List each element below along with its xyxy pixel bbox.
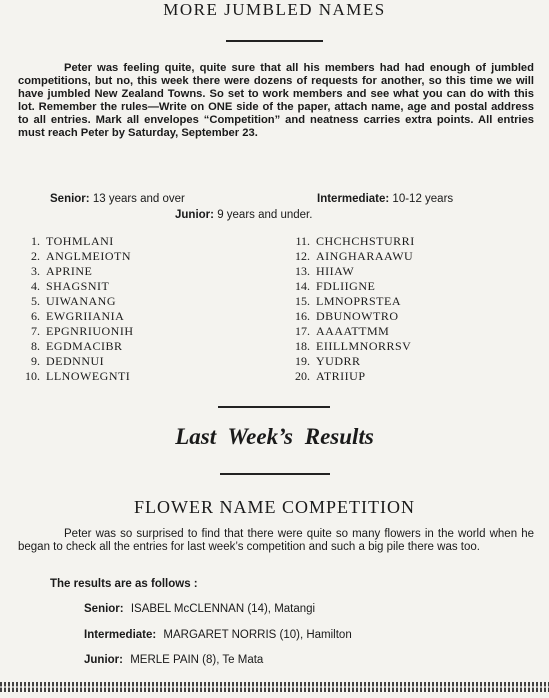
list-item: 10. LLNOWEGNTI — [25, 369, 131, 383]
list-item: 7. EPGNRIUONIH — [31, 324, 134, 338]
list-item: 8. EGDMACIBR — [31, 339, 123, 353]
junior-label: Junior: — [175, 209, 214, 221]
list-item: 2. ANGLMEIOTN — [31, 249, 131, 263]
winner-value: ISABEL McCLENNAN (14), Matangi — [130, 603, 316, 615]
list-item: 6. EWGRIIANIA — [31, 309, 125, 323]
list-item: 3. APRINE — [31, 264, 93, 278]
list-item: 15. LMNOPRSTEA — [295, 294, 402, 308]
decorative-border-gap — [0, 686, 549, 688]
list-item: 19. YUDRR — [295, 354, 361, 368]
senior-value: 13 years and over — [92, 193, 185, 205]
list-item: 1. TOHMLANI — [31, 234, 114, 248]
list-item: 20. ATRIIUP — [295, 369, 366, 383]
list-item: 12. AINGHARAAWU — [295, 249, 414, 263]
winner-value: MERLE PAIN (8), Te Mata — [130, 654, 264, 666]
winner-label: Senior: — [84, 603, 124, 615]
jumble-list-left — [14, 234, 134, 384]
list-item: 4. SHAGSNIT — [31, 279, 110, 293]
list-item: 13. HIIAW — [295, 264, 355, 278]
section-rule — [218, 406, 330, 408]
intermediate-value: 10-12 years — [392, 193, 454, 205]
list-item: 5. UIWANANG — [31, 294, 116, 308]
winner-label: Intermediate: — [84, 629, 157, 641]
jumble-list-right — [284, 234, 415, 384]
list-item: 18. EIILLMNORRSV — [295, 339, 412, 353]
intermediate-label: Intermediate: — [317, 193, 390, 205]
list-item: 17. AAAATTMM — [295, 324, 390, 338]
junior-value: 9 years and under. — [217, 209, 313, 221]
senior-label: Senior: — [50, 193, 90, 205]
winner-intermediate — [84, 629, 352, 641]
winner-label: Junior: — [84, 654, 123, 666]
intermediate-age-line — [317, 192, 453, 206]
winner-senior — [84, 603, 315, 615]
competition-heading: FLOWER NAME COMPETITION — [134, 497, 415, 517]
results-rule — [220, 473, 330, 475]
winner-junior — [84, 654, 263, 666]
page-title: MORE JUMBLED NAMES — [163, 0, 386, 19]
results-paragraph: Peter was so surprised to find that there were quite so many flowers in the world when he began to check all the entries for last week’s competition and such a big pile there was too. — [18, 528, 534, 553]
title-rule — [226, 40, 323, 42]
list-item: 9. DEDNNUI — [31, 354, 105, 368]
winner-value: MARGARET NORRIS (10), Hamilton — [163, 629, 352, 641]
senior-age-line — [50, 192, 185, 206]
intro-paragraph: Peter was feeling quite, quite sure that all his members had had enough of jumbled competitions, but no, this week there were dozens of requests for another, so this time we will have jumbled New Zealand Towns. So set to work members and see what you can do with this lot. Remember the rules—Write on ONE side of the paper, attach name, age and postal address to all entries. Mark all envelopes “Competition” and neatness carries extra points. All entries must reach Peter by Saturday, September 23. — [18, 62, 534, 139]
list-item: 14. FDLIIGNE — [295, 279, 376, 293]
results-follow-line: The results are as follows : — [50, 578, 198, 590]
results-heading: Last Week’s Results — [175, 424, 374, 449]
junior-age-line — [175, 208, 312, 222]
list-item: 16. DBUNOWTRO — [295, 309, 399, 323]
list-item: 11. CHCHCHSTURRI — [295, 234, 415, 248]
